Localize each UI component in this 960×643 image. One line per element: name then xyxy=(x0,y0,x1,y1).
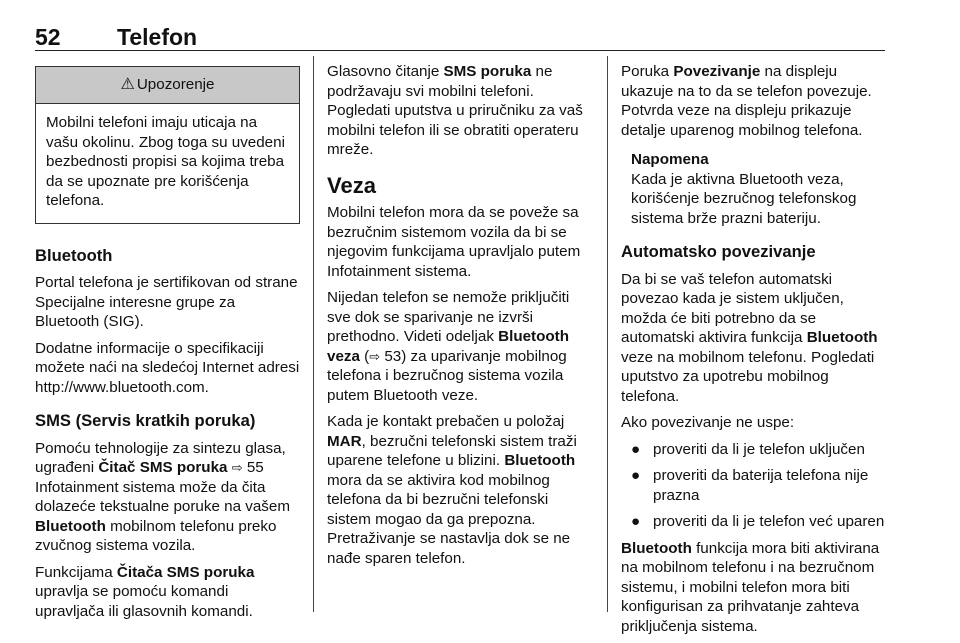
column-1 xyxy=(35,62,300,628)
auto-paragraph: Da bi se vaš telefon automatski povezao kada je sistem uključen, možda će biti potrebno da se automatski aktivira funkcija Bluetooth veze na mobilnom telefonu. Pogledati uputstvo za upotrebu mobilnog telefona. xyxy=(621,270,878,405)
warning-icon: ⚠ xyxy=(120,76,135,93)
auto-paragraph: Ako povezivanje ne uspe: xyxy=(621,414,795,431)
bluetooth-paragraph: Dodatne informacije o specifikaciji možete naći na sledećoj Internet adresi http://www.bluetooth.com. xyxy=(35,339,300,396)
column-divider xyxy=(313,56,314,612)
veza-paragraph: Nijedan telefon se nemože priključiti sve dok se sparivanje ne izvrši prethodno. Videti odeljak Bluetooth veza (⇨ 53) za uparivanje mobilnog telefona i bezručnog sistema vozila putem Bluetooth veze. xyxy=(327,289,570,404)
sms-paragraph: Funkcijama Čitača SMS poruka upravlja se pomoću komandi upravljača ili glasovnih komandi. xyxy=(35,563,255,620)
reference-arrow-icon: ⇨ xyxy=(369,348,381,364)
column-2 xyxy=(327,62,592,575)
veza-paragraph: Kada je kontakt prebačen u položaj MAR, bezručni telefonski sistem traži uparene telefone u blizini. Bluetooth mora da se aktivira kod mobilnog telefona da bi bezručni telefonski sistem mogao da ga prepozna. Pretraživanje se nastavlja dok se ne nađe sparen telefon. xyxy=(327,413,577,567)
note-text: Kada je aktivna Bluetooth veza, korišćenje bezručnog telefonskog sistema brže prazni bateriju. xyxy=(631,170,857,227)
sms-paragraph: Pomoću tehnologije za sintezu glasa, ugrađeni Čitač SMS poruka ⇨ 55 Infotainment sistema može da čita dolazeće tekstualne poruke na vašem Bluetooth mobilnom telefonu preko zvučnog sistema vozila. xyxy=(35,439,290,554)
list-item: ● proveriti da baterija telefona nije prazna xyxy=(631,467,869,504)
list-item: ● proveriti da li je telefon već uparen xyxy=(631,513,885,530)
reference-arrow-icon: ⇨ xyxy=(231,460,243,475)
header-divider xyxy=(35,50,885,51)
list-item: ● proveriti da li je telefon uključen xyxy=(631,440,865,458)
note-box xyxy=(621,150,889,228)
sms-paragraph: Glasovno čitanje SMS poruka ne podržavaju svi mobilni telefoni. Pogledati uputstva u priručniku za vaš mobilni telefon ili se obratiti operateru mreže. xyxy=(327,63,583,158)
sms-heading: SMS (Servis kratkih poruka) xyxy=(35,411,256,430)
veza-paragraph: Poruka Povezivanje na displeju ukazuje na to da se telefon povezuje. Potvrda veze na displeju prikazuje detalje uparenog mobilnog telefona. xyxy=(621,63,872,139)
page-title: Telefon xyxy=(117,24,198,50)
warning-text: Mobilni telefoni imaju uticaja na vašu okolinu. Zbog toga su uvedeni bezbednosti propisi sa kojima treba da se upoznate pre korišćenja telefona. xyxy=(46,114,285,209)
veza-heading: Veza xyxy=(327,172,376,198)
veza-paragraph: Mobilni telefon mora da se poveže sa bezručnim sistemom vozila da bi se njegovim funkcijama upravljalo putem Infotainment sistema. xyxy=(327,204,581,280)
page-number: 52 xyxy=(35,24,61,50)
auto-connect-heading: Automatsko povezivanje xyxy=(621,242,816,261)
column-divider xyxy=(607,56,608,612)
auto-paragraph: Bluetooth funkcija mora biti aktivirana na mobilnom telefonu i na bezručnom sistemu, i mobilni telefon mora biti konfigurisan za prihvatanje zahteva priključenja sistema. xyxy=(621,539,880,635)
warning-header xyxy=(36,67,299,104)
bluetooth-paragraph: Portal telefona je sertifikovan od strane Specijalne interesne grupe za Bluetooth (SIG). xyxy=(35,274,298,330)
bluetooth-heading: Bluetooth xyxy=(35,245,113,265)
bullet-icon: ● xyxy=(631,467,641,484)
bullet-icon: ● xyxy=(631,513,641,530)
note-title: Napomena xyxy=(631,151,709,168)
column-3 xyxy=(621,62,889,643)
warning-box xyxy=(35,66,300,224)
warning-title: Upozorenje xyxy=(136,76,215,93)
bullet-icon: ● xyxy=(631,440,641,458)
troubleshoot-list xyxy=(621,440,889,532)
